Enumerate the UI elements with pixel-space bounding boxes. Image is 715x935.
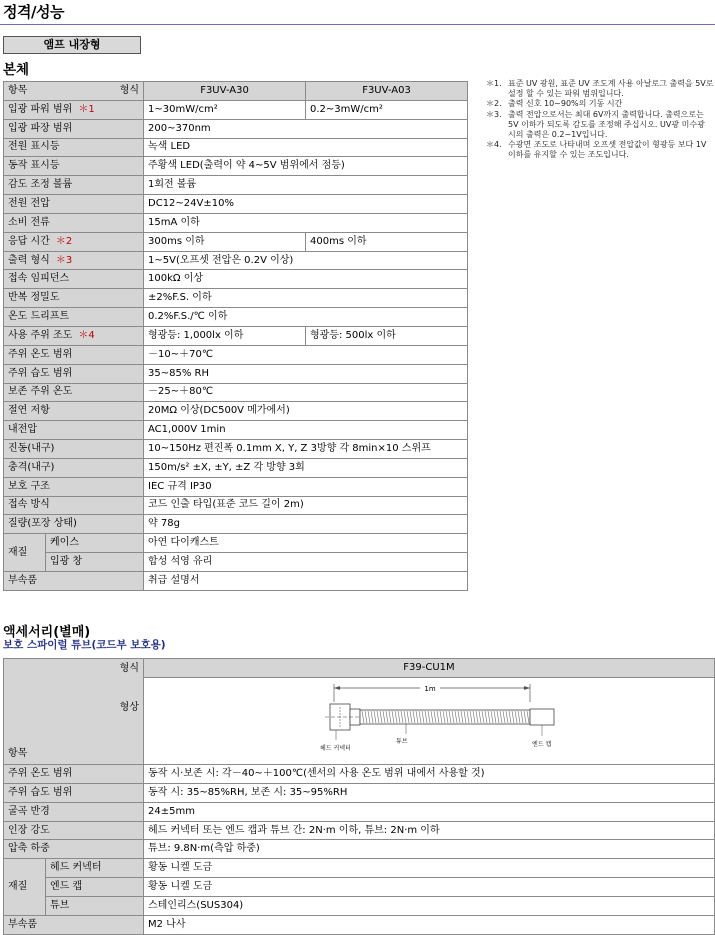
spec-value-a03: 형광등: 500lx 이하 [306, 326, 468, 345]
spec-value: IEC 규격 IP30 [144, 477, 468, 496]
spec-label: 반복 정밀도 [8, 292, 60, 304]
acc-label: 압축 하중 [4, 840, 144, 859]
footnote [486, 79, 715, 99]
spec-material-row [4, 534, 468, 553]
spec-row [4, 251, 468, 270]
spec-label-cell [4, 195, 144, 214]
spec-label: 온도 드리프트 [8, 311, 70, 323]
spec-row [4, 383, 468, 402]
acc-material-value: 스테인리스(SUS304) [144, 897, 715, 916]
footnote [486, 99, 715, 109]
spec-label-cell [4, 119, 144, 138]
spec-label: 접속 방식 [8, 499, 50, 511]
spec-table [3, 81, 468, 591]
spec-label: 입광 파장 범위 [8, 122, 73, 134]
spec-value: 0.2%F.S./℃ 이하 [144, 308, 468, 327]
spec-label: 내전압 [8, 424, 37, 436]
spec-row [4, 119, 468, 138]
footnote-text: 출력 전압으로서는 최대 6V까지 출력합니다. 출력으로는 5V 이하가 되도록 감도를 조정해 주십시오. UV광 미수광 시의 출력은 0.2~1V입니다. [508, 109, 705, 140]
spec-value: 1회전 볼륨 [144, 176, 468, 195]
acc-label: 주위 온도 범위 [4, 764, 144, 783]
spec-label: 전원 전압 [8, 197, 50, 209]
spec-row [4, 213, 468, 232]
type-badge: 앰프 내장형 [3, 36, 141, 54]
material-value: 아연 다이캐스트 [144, 534, 468, 553]
model-header: F3UV-A03 [306, 82, 468, 101]
spec-label: 보호 구조 [8, 480, 50, 492]
spec-label: 진동(내구) [8, 442, 55, 454]
footnote-number: ＊1. [486, 79, 502, 88]
acc-row [4, 764, 715, 783]
spec-value: 100kΩ 이상 [144, 270, 468, 289]
acc-label: 굴곡 반경 [4, 802, 144, 821]
footnote-ref: ＊3 [55, 254, 73, 266]
spec-label: 입광 파워 범위 [8, 103, 73, 115]
spec-value: 200~370nm [144, 119, 468, 138]
acc-label: 인장 강도 [4, 821, 144, 840]
spec-value-a03: 0.2~3mW/cm² [306, 100, 468, 119]
footnote [486, 140, 715, 160]
acc-material-row [4, 897, 715, 916]
spec-value: 1~5V(오프셋 전압은 0.2V 이상) [144, 251, 468, 270]
spec-accessory-row [4, 571, 468, 590]
footnote-text: 수광면 조도로 나타내며 오프셋 전압값이 형광등 보다 1V 이하를 유지할 수 있는 조도입니다. [508, 140, 707, 160]
acc-row [4, 821, 715, 840]
spec-row [4, 308, 468, 327]
footnotes [486, 79, 715, 161]
label-end-cap: 엔드 캡 [532, 740, 552, 748]
acc-header-shape-label: 형상 [119, 702, 139, 713]
spec-label-cell [4, 421, 144, 440]
acc-row [4, 840, 715, 859]
label-head-connector: 헤드 커넥터 [320, 744, 351, 752]
spec-label-cell [4, 326, 144, 345]
acc-value: 동작 시·보존 시: 각－40~＋100℃(센서의 사용 온도 범위 내에서 사용할 것) [144, 764, 715, 783]
header-item-label: 항목 [8, 84, 28, 96]
spec-value: 150m/s² ±X, ±Y, ±Z 각 방향 3회 [144, 458, 468, 477]
spec-row [4, 270, 468, 289]
spec-row [4, 232, 468, 251]
accessories-heading: 액세서리(별매) [3, 625, 91, 640]
spec-material-row [4, 553, 468, 572]
acc-material-value: 황동 니켈 도금 [144, 859, 715, 878]
spec-row [4, 100, 468, 119]
spec-label: 질량(포장 상태) [8, 518, 77, 530]
spec-label-cell [4, 440, 144, 459]
spec-label-cell [4, 383, 144, 402]
spec-label-cell [4, 289, 144, 308]
acc-material-value: 황동 니켈 도금 [144, 878, 715, 897]
acc-value: M2 나사 [144, 916, 715, 935]
acc-material-group-label: 재질 [4, 859, 46, 916]
acc-value: 튜브: 9.8N·m(측압 하중) [144, 840, 715, 859]
acc-model-name: F39-CU1M [144, 659, 715, 678]
spec-label-cell [4, 308, 144, 327]
spec-row [4, 195, 468, 214]
spec-value: －10~＋70℃ [144, 345, 468, 364]
spec-value: 녹색 LED [144, 138, 468, 157]
spec-label: 출력 형식 [8, 254, 50, 266]
spec-label-cell [4, 251, 144, 270]
spec-value: 10~150Hz 편진폭 0.1mm X, Y, Z 3방향 각 8min×10 스위프 [144, 440, 468, 459]
spec-row [4, 364, 468, 383]
acc-value: 24±5mm [144, 802, 715, 821]
acc-row [4, 802, 715, 821]
footnote [486, 110, 715, 141]
spec-label: 감도 조정 볼륨 [8, 179, 73, 191]
spec-label: 응답 시간 [8, 235, 50, 247]
acc-material-part-label: 엔드 캡 [46, 878, 144, 897]
acc-material-part-label: 튜브 [46, 897, 144, 916]
spec-label-cell [4, 157, 144, 176]
spec-label-cell [4, 213, 144, 232]
spiral-tube-diagram-cell [144, 677, 715, 764]
footnote-ref: ＊1 [78, 103, 95, 115]
title-divider [0, 24, 715, 25]
material-group-label: 재질 [4, 534, 46, 572]
spiral-tube-diagram [144, 678, 715, 759]
spec-row [4, 496, 468, 515]
spec-header-row [4, 82, 468, 101]
spec-label-cell [4, 458, 144, 477]
spec-label: 부속품 [4, 571, 144, 590]
footnote-text: 출력 신호 10~90%의 기동 시간 [508, 99, 623, 109]
spec-label: 주위 온도 범위 [8, 348, 73, 360]
header-model-label: 형식 [119, 85, 140, 96]
spec-label: 소비 전류 [8, 216, 50, 228]
spec-label-cell [4, 364, 144, 383]
spec-label: 충격(내구) [8, 461, 55, 473]
material-part-label: 입광 창 [46, 553, 144, 572]
spec-value: 15mA 이하 [144, 213, 468, 232]
spec-value: 취급 설명서 [144, 571, 468, 590]
acc-header-cell [4, 659, 144, 765]
spec-value: 35~85% RH [144, 364, 468, 383]
footnote-text: 표준 UV 광원, 표준 UV 조도계 사용 아날로그 출력을 5V로 설정 할 수 있는 파워 범위입니다. [508, 79, 714, 99]
spec-row [4, 402, 468, 421]
spec-label-cell [4, 100, 144, 119]
accessories-subheading: 보호 스파이럴 튜브(코드부 보호용) [3, 639, 166, 651]
spec-row [4, 138, 468, 157]
acc-value: 헤드 커넥터 또는 엔드 캡과 튜브 간: 2N·m 이하, 튜브: 2N·m 이하 [144, 821, 715, 840]
acc-row [4, 783, 715, 802]
spec-label-cell [4, 515, 144, 534]
spec-value: ±2%F.S. 이하 [144, 289, 468, 308]
acc-header-item-label: 항목 [8, 747, 28, 759]
spec-value-a30: 1~30mW/cm² [144, 100, 306, 119]
spec-value-a03: 400ms 이하 [306, 232, 468, 251]
spec-label-cell [4, 270, 144, 289]
footnote-number: ＊3. [486, 109, 502, 119]
spec-header-cell [4, 82, 144, 101]
material-part-label: 케이스 [46, 534, 144, 553]
acc-material-row [4, 859, 715, 878]
spec-label-cell [4, 176, 144, 195]
spec-label-cell [4, 138, 144, 157]
model-header: F3UV-A30 [144, 82, 306, 101]
spec-row [4, 515, 468, 534]
dimension-label: 1m [424, 684, 436, 693]
spec-label: 보존 주위 온도 [8, 386, 73, 398]
spec-row [4, 421, 468, 440]
spec-value: 20MΩ 이상(DC500V 메가에서) [144, 402, 468, 421]
material-value: 합성 석영 유리 [144, 553, 468, 572]
spec-row [4, 289, 468, 308]
spec-label-cell [4, 402, 144, 421]
spec-label: 접속 임피던스 [8, 273, 70, 285]
spec-value: 주황색 LED(출력이 약 4~5V 범위에서 점등) [144, 157, 468, 176]
acc-label: 부속품 [4, 916, 144, 935]
spec-value: AC1,000V 1min [144, 421, 468, 440]
spec-row [4, 458, 468, 477]
spec-row [4, 440, 468, 459]
spec-label-cell [4, 232, 144, 251]
spec-value-a30: 형광등: 1,000lx 이하 [144, 326, 306, 345]
spec-label: 절연 저항 [8, 405, 50, 417]
spec-row [4, 345, 468, 364]
spec-row [4, 326, 468, 345]
spec-value: DC12~24V±10% [144, 195, 468, 214]
acc-accessory-row [4, 916, 715, 935]
spec-value: －25~＋80℃ [144, 383, 468, 402]
acc-value: 동작 시: 35~85%RH, 보존 시: 35~95%RH [144, 783, 715, 802]
spec-value: 코드 인출 타입(표준 코드 길이 2m) [144, 496, 468, 515]
spec-label: 전원 표시등 [8, 141, 60, 153]
spec-value-a30: 300ms 이하 [144, 232, 306, 251]
acc-header-row [4, 659, 715, 678]
end-cap-shape [530, 709, 554, 725]
acc-header-model-label: 형식 [119, 663, 139, 674]
footnote-number: ＊2. [486, 99, 502, 109]
acc-material-part-label: 헤드 커넥터 [46, 859, 144, 878]
spec-label: 동작 표시등 [8, 160, 60, 172]
spec-label: 주위 습도 범위 [8, 367, 73, 379]
spec-label-cell [4, 496, 144, 515]
spec-label-cell [4, 345, 144, 364]
spec-row [4, 157, 468, 176]
acc-material-row [4, 878, 715, 897]
spec-row [4, 176, 468, 195]
spec-label-cell [4, 477, 144, 496]
acc-label: 주위 습도 범위 [4, 783, 144, 802]
footnote-ref: ＊2 [55, 235, 73, 247]
spec-label: 사용 주위 조도 [8, 329, 73, 341]
footnote-number: ＊4. [486, 140, 502, 150]
spec-value: 약 78g [144, 515, 468, 534]
footnote-ref: ＊4 [78, 329, 95, 341]
label-tube: 튜브 [396, 737, 408, 745]
accessory-table [3, 658, 715, 935]
spec-row [4, 477, 468, 496]
section-heading-body: 본체 [3, 62, 30, 78]
page-title: 정격/성능 [3, 3, 64, 21]
